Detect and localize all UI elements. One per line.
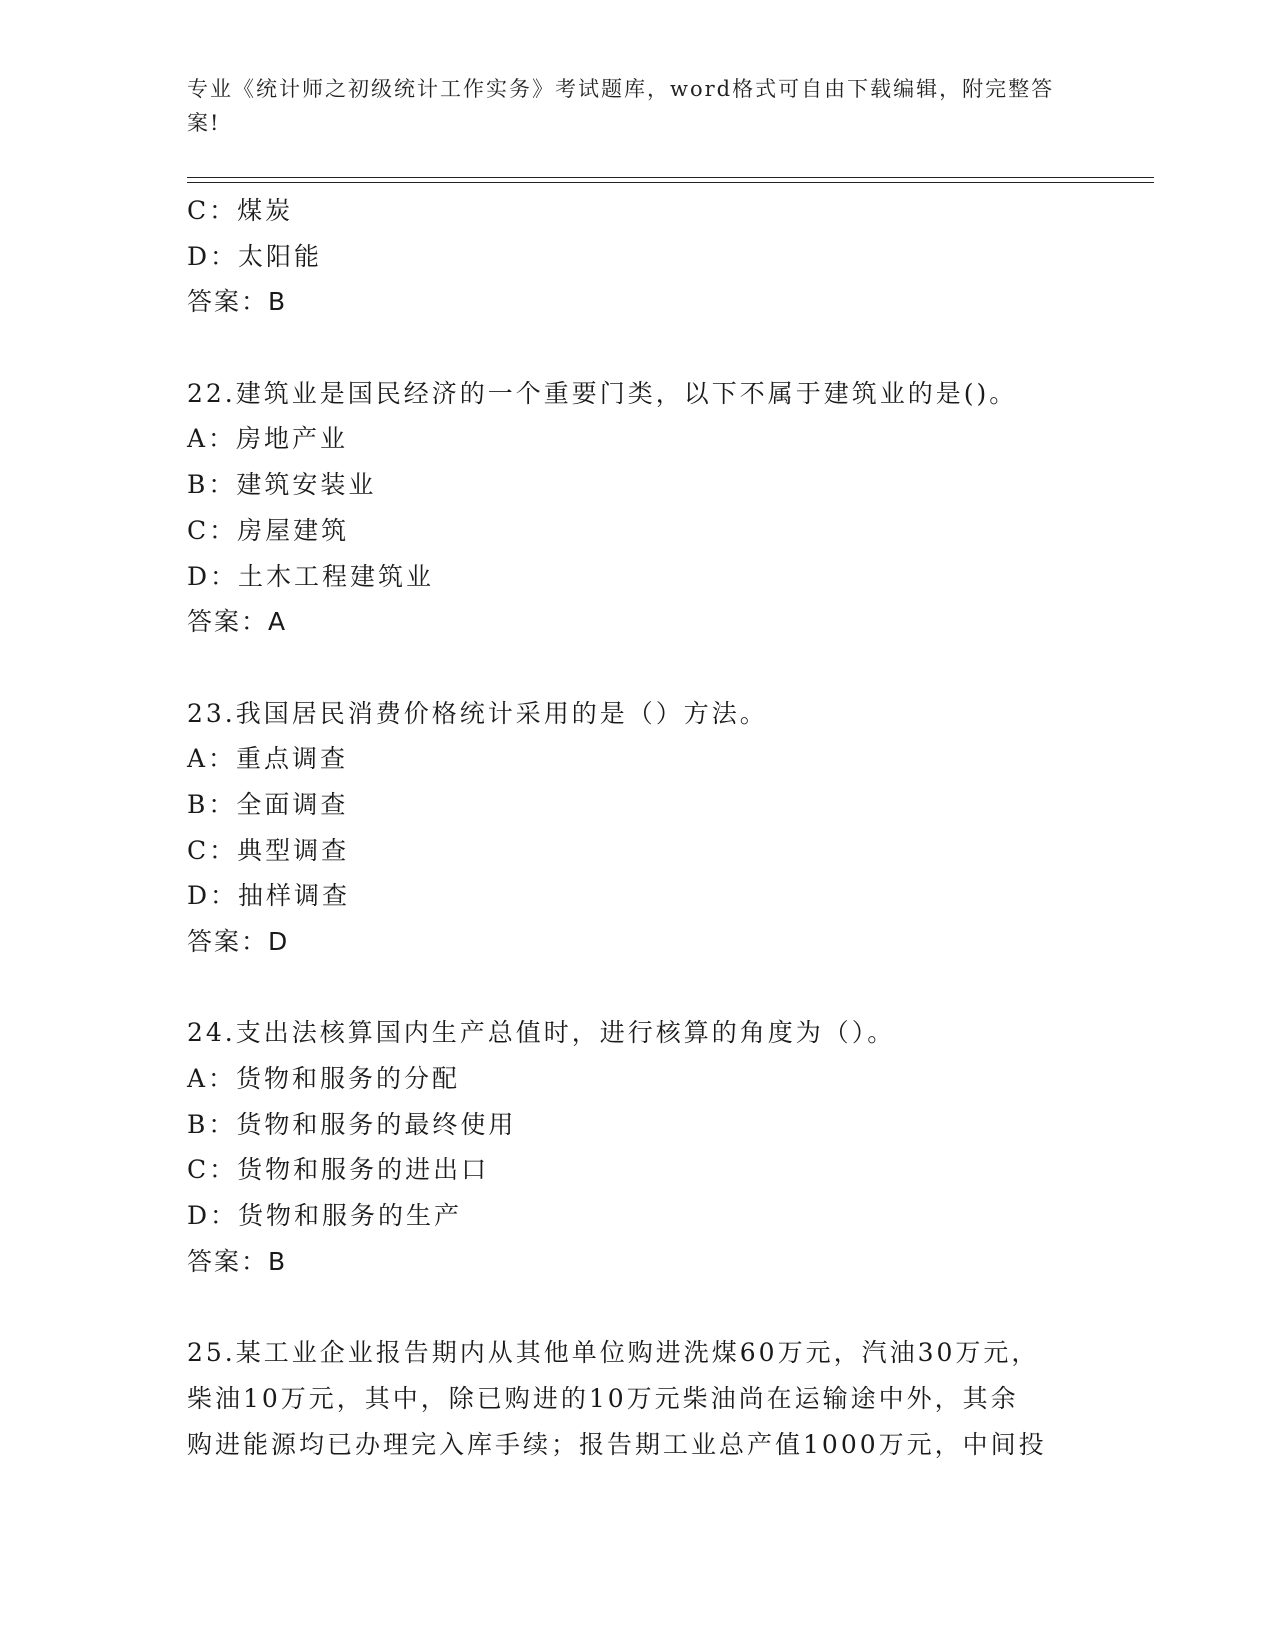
question-stem: 23.我国居民消费价格统计采用的是（）方法。	[187, 698, 768, 728]
question-stem-line: 柴油10万元，其中，除已购进的10万元柴油尚在运输途中外，其余	[187, 1383, 1019, 1413]
question-24	[187, 1010, 1087, 1284]
header-text: 专业《统计师之初级统计工作实务》考试题库，word格式可自由下载编辑，附完整答案!	[187, 77, 1055, 135]
option-line: B：全面调查	[187, 789, 349, 819]
option-line: B：建筑安装业	[187, 470, 377, 500]
answer-line: 答案：D	[187, 927, 290, 956]
question-stem: 22.建筑业是国民经济的一个重要门类，以下不属于建筑业的是()。	[187, 378, 1018, 408]
option-line: D：太阳能	[187, 241, 323, 271]
question-22	[187, 371, 1087, 645]
option-line: A：重点调查	[187, 744, 349, 774]
answer-line: 答案：B	[187, 1246, 288, 1276]
option-line: D：土木工程建筑业	[187, 561, 435, 591]
option-line: B：货物和服务的最终使用	[187, 1109, 517, 1139]
question-stem-line: 购进能源均已办理完入库手续；报告期工业总产值1000万元，中间投	[187, 1429, 1047, 1459]
answer-line: 答案：A	[187, 607, 288, 637]
option-line: C：房屋建筑	[187, 515, 350, 545]
option-line: C：煤炭	[187, 196, 294, 225]
option-line: D：货物和服务的生产	[187, 1201, 463, 1231]
option-line: D：抽样调查	[187, 881, 351, 911]
option-line: C：典型调查	[187, 835, 350, 865]
question-25	[187, 1330, 1087, 1467]
option-line: A：货物和服务的分配	[187, 1064, 461, 1094]
header-rule-bottom	[187, 182, 1154, 183]
spacer	[187, 645, 1087, 691]
partial-question	[187, 188, 1087, 325]
document-header	[187, 72, 1077, 140]
question-stem-line: 25.某工业企业报告期内从其他单位购进洗煤60万元，汽油30万元，	[187, 1338, 1040, 1368]
header-rule-top	[187, 177, 1154, 178]
option-line: C：货物和服务的进出口	[187, 1155, 490, 1185]
document-body	[187, 188, 1087, 1467]
spacer	[187, 1285, 1087, 1331]
question-stem: 24.支出法核算国内生产总值时，进行核算的角度为（）。	[187, 1018, 896, 1048]
option-line: A：房地产业	[187, 424, 349, 454]
spacer	[187, 965, 1087, 1011]
spacer	[187, 325, 1087, 371]
answer-line: 答案：B	[187, 287, 288, 317]
question-23	[187, 691, 1087, 965]
